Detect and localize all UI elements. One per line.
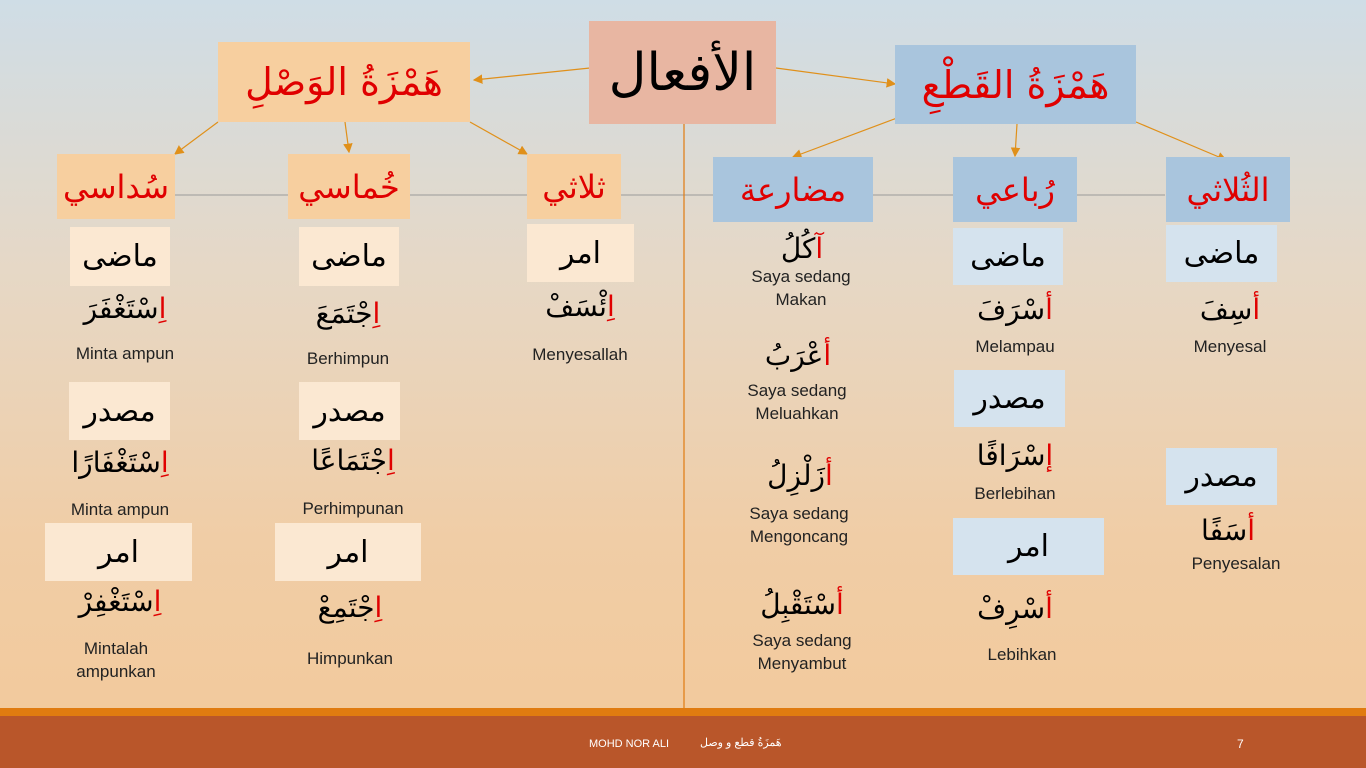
verb-word: اِسْتَغْفَرَ bbox=[83, 292, 167, 325]
arrow-qat-rubai bbox=[1015, 124, 1017, 156]
verb-word: أسْرَفَ bbox=[977, 293, 1053, 326]
verb-gloss: Saya sedang Menyambut bbox=[752, 631, 852, 673]
arrow-wasl-sudasi bbox=[175, 122, 218, 154]
verb-gloss: Menyesallah bbox=[532, 345, 628, 364]
category-mudaraah: مضارعة bbox=[713, 157, 873, 222]
wasl-head: هَمْزَةُ الوَصْلِ bbox=[218, 42, 470, 122]
footer-bar bbox=[0, 716, 1366, 768]
arrow-qat-mudaraah bbox=[793, 118, 897, 157]
verb-gloss: Saya sedang Mengoncang bbox=[749, 504, 849, 546]
label-amr: امر bbox=[527, 224, 634, 282]
category-rubai: رُباعي bbox=[953, 157, 1077, 222]
root-node: الأفعال bbox=[589, 21, 776, 124]
verb-gloss: Saya sedang Meluahkan bbox=[747, 381, 847, 423]
label-madi: ماضى bbox=[299, 227, 399, 286]
arrow-root-qat bbox=[776, 68, 895, 84]
verb-gloss: Berhimpun bbox=[306, 349, 390, 368]
verb-gloss: Berlebihan bbox=[974, 484, 1056, 503]
verb-word: أسَفًا bbox=[1201, 514, 1255, 547]
verb-gloss: Mintalah ampunkan bbox=[76, 639, 156, 681]
verb-word: اِئْسَفْ bbox=[545, 290, 615, 323]
label-masdar: مصدر bbox=[954, 370, 1065, 427]
verb-gloss: Menyesal bbox=[1193, 337, 1267, 356]
verb-word: اِجْتَمِعْ bbox=[317, 591, 383, 624]
label-masdar: مصدر bbox=[299, 382, 400, 440]
verb-gloss: Himpunkan bbox=[307, 649, 393, 668]
verb-gloss: Minta ampun bbox=[70, 500, 170, 519]
verb-word: اِسْتَغْفِرْ bbox=[78, 585, 162, 618]
label-masdar: مصدر bbox=[69, 382, 170, 440]
verb-gloss: Lebihkan bbox=[987, 645, 1057, 664]
verb-gloss: Perhimpunan bbox=[302, 499, 404, 518]
label-amr: امر bbox=[275, 523, 421, 581]
footer-author: MOHD NOR ALI bbox=[589, 738, 670, 750]
category-sudasi: سُداسي bbox=[57, 154, 175, 219]
label-amr: امر bbox=[953, 518, 1104, 575]
category-khumasi: خُماسي bbox=[288, 154, 410, 219]
verb-word: أسِفَ bbox=[1199, 293, 1261, 326]
page-number: 7 bbox=[1237, 737, 1244, 751]
verb-gloss: Minta ampun bbox=[75, 344, 175, 363]
label-madi: ماضى bbox=[1166, 225, 1277, 282]
verb-gloss: Melampau bbox=[975, 337, 1055, 356]
verb-gloss: Saya sedang Makan bbox=[751, 267, 851, 309]
verb-word: أعْرَبُ bbox=[764, 339, 832, 372]
verb-word: اِسْتَغْفَارًا bbox=[71, 446, 169, 479]
category-thulathi-qat: الثُلاثي bbox=[1166, 157, 1290, 222]
verb-gloss: Penyesalan bbox=[1191, 554, 1281, 573]
verb-word: اِجْتَمَعَ bbox=[315, 297, 381, 330]
arrow-wasl-thulathi bbox=[470, 122, 527, 154]
arrow-wasl-khumasi bbox=[345, 122, 349, 152]
label-amr: امر bbox=[45, 523, 192, 581]
category-thulathi-wasl: ثلاثي bbox=[527, 154, 621, 219]
label-madi: ماضى bbox=[953, 228, 1063, 285]
footer-accent-line bbox=[0, 708, 1366, 716]
qat-head: هَمْزَةُ القَطْعِ bbox=[895, 45, 1136, 124]
arrow-root-wasl bbox=[474, 68, 590, 80]
verb-word: اِجْتَمَاعًا bbox=[311, 444, 395, 477]
verb-word: أزَلْزِلُ bbox=[767, 459, 833, 492]
verb-word: أسْتَقْبِلُ bbox=[760, 588, 844, 621]
verb-word: إسْرَافًا bbox=[976, 439, 1054, 472]
footer-title: هَمزَةُ قطع و وصل bbox=[700, 737, 782, 749]
verb-word: آكُلُ bbox=[780, 232, 824, 265]
label-madi: ماضى bbox=[70, 227, 170, 286]
verb-word: أسْرِفْ bbox=[977, 592, 1053, 625]
label-masdar: مصدر bbox=[1166, 448, 1277, 505]
arrow-qat-thulathi bbox=[1136, 122, 1226, 160]
